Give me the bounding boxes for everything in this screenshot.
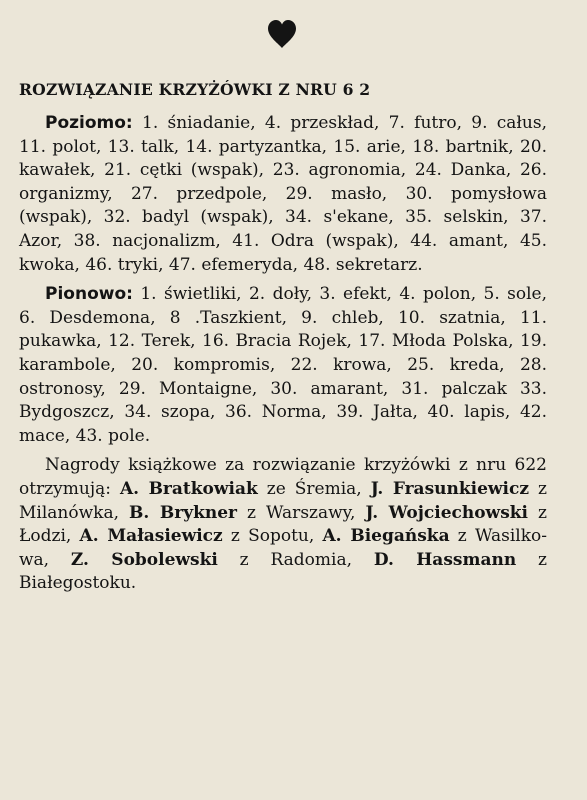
winner-name: D. Hassmann [373,549,517,570]
winner-town: z Białegostoku. [19,549,547,594]
down-paragraph [19,283,547,448]
down-answers: 1. świetliki, 2. doły, 3. efekt, 4. polon, 5. sole, 6. Desdemona, 8 .Taszkient, 9. chleb, 10. szatnia, 11. pukawka, 12. Terek, 16. Bracia Rojek, 17. Młoda Polska, 19. karambole, 20. kompromis, 22. krowa, 25. kreda, 28. ostronosy, 29. Montaigne, 30. amarant, 31. palczak 33. Bydgoszcz, 34. szopa, 36. Norma, 39. Jałta, 40. lapis, 42. mace, 43. pole. [19,284,547,446]
winner-name: A. Bratkowiak [119,478,258,499]
winner-town: z Milanówka, [19,478,547,523]
across-answers: 1. śniadanie, 4. przeskład, 7. futro, 9. całus, 11. polot, 13. talk, 14. partyzantka, 15. arie, 18. bartnik, 20. kawałek, 21. cętki (wspak), 23. agronomia, 24. Danka, 26. organizmy, 27. przedpole, 29. masło, 30. pomysłowa (wspak), 32. badyl (wspak), 34. s'ekane, 35. selskin, 37. Azor, 38. nacjonalizm, 41. Odra (wspak), 44. amant, 45. kwoka, 46. tryki, 47. efemeryda, 48. sekretarz. [19,113,547,275]
winner-name: A. Małasiewicz [79,526,223,547]
winner-name: J. Wojciechowski [365,502,528,523]
down-label: Pionowo: [45,284,133,305]
prizes-intro: Nagrody książkowe za rozwiązanie krzyżówki z nru 622 otrzymują: [19,455,547,499]
winner-name: A. Biegańska [322,526,450,547]
winner-town: z Radomia, [217,549,374,570]
winner-name: Z. Sobolewski [70,549,218,570]
winner-name: B. Brykner [129,502,238,523]
winner-town: z Warszawy, [237,502,366,523]
winner-town: ze Śremia, [257,478,371,499]
across-paragraph [19,112,547,277]
winner-town: z Sopotu, [222,526,323,547]
heading: ROZWIĄZANIE KRZYŻÓWKI Z NRU 6 2 [19,80,371,99]
article-body [19,112,547,596]
winner-name: J. Frasunkiewicz [370,478,530,499]
heart-icon [266,18,298,50]
winner-town: z Wasilkowa, [19,526,547,570]
winner-town: z Łodzi, [19,502,547,547]
across-label: Poziomo: [45,113,133,133]
prizes-paragraph [19,454,547,596]
